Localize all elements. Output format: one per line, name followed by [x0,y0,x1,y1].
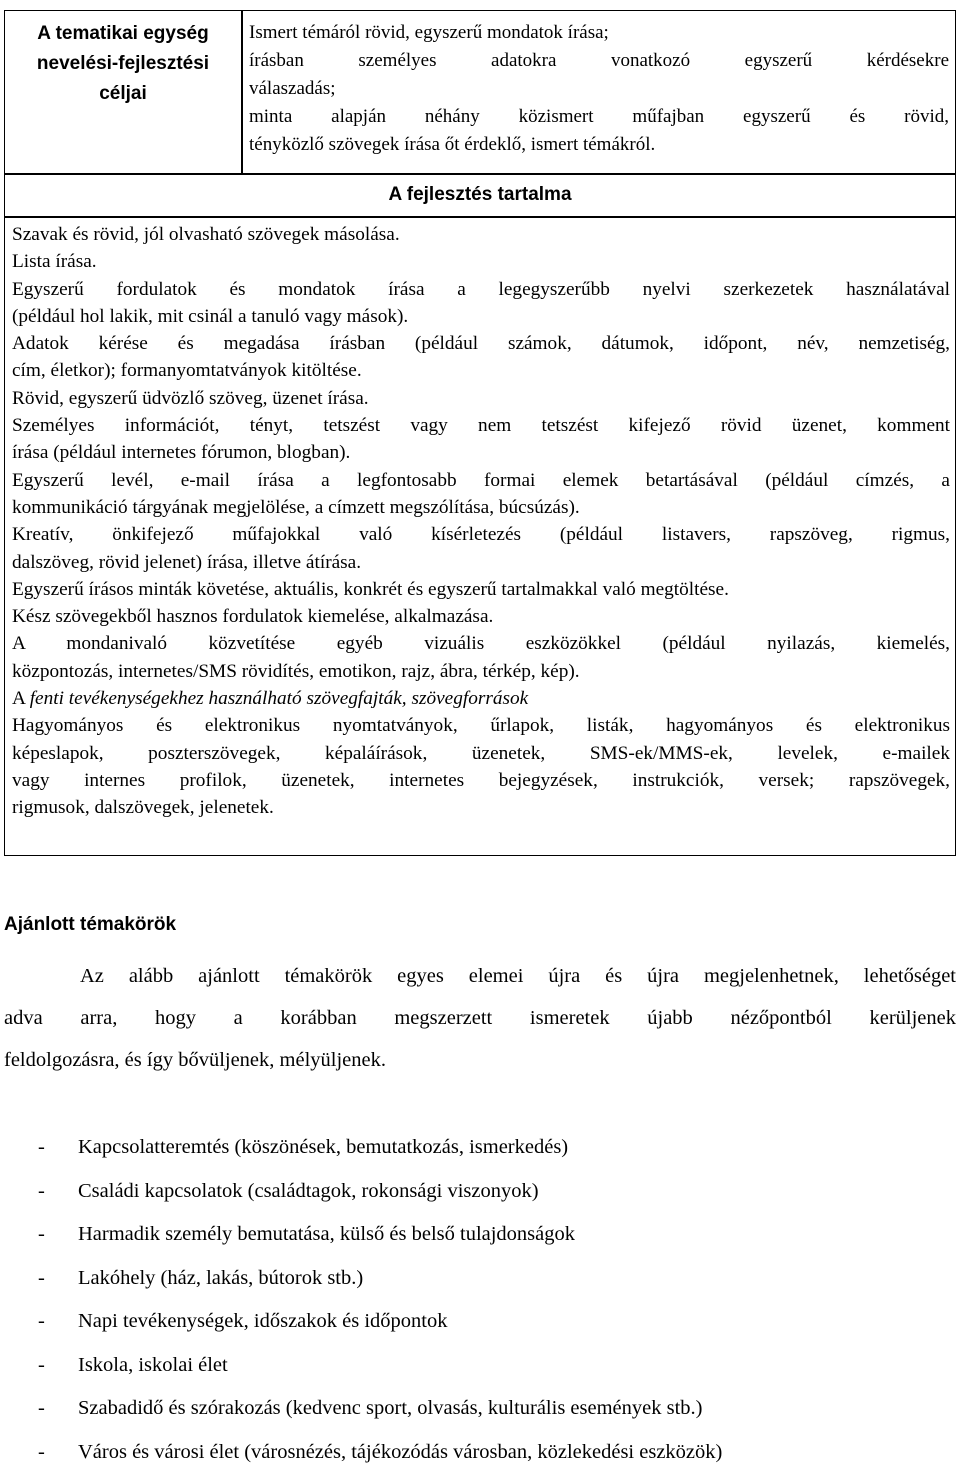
intro-line: feldolgozásra, és így bővüljenek, mélyüljenek. [4,1039,956,1081]
content-line: Szavak és rövid, jól olvasható szövegek másolása. [12,221,950,248]
topic-text: Harmadik személy bemutatása, külső és belső tulajdonságok [78,1223,575,1245]
curriculum-table [4,10,956,856]
sources-line: vagy internes profilok, üzenetek, internetes bejegyzések, instrukciók, versek; rapszövegek, [12,767,950,794]
goals-label-line: céljai [5,79,241,109]
topic-item [38,1131,938,1175]
intro-line: Az alább ajánlott témakörök egyes elemei újra és újra megjelenhetnek, lehetőséget [4,955,956,997]
content-line: írása (például internetes fórumon, blogban). [12,439,950,466]
topic-item [38,1436,938,1479]
sources-line: képeslapok, poszterszövegek, képaláírások, üzenetek, SMS-ek/MMS-ek, levelek, e-mailek [12,740,950,767]
sources-title-text: fenti tevékenységekhez használható szövegfajták, szövegforrások [30,688,529,709]
topic-text: Családi kapcsolatok (családtagok, rokonsági viszonyok) [78,1180,539,1202]
topic-text: Napi tevékenységek, időszakok és időpontok [78,1310,447,1332]
sources-title [12,685,950,712]
content-line: (például hol lakik, mit csinál a tanuló vagy mások). [12,303,950,330]
goals-label-cell [5,19,241,109]
goals-label-line: nevelési-fejlesztési [5,49,241,79]
topic-item [38,1349,938,1393]
topic-text: Szabadidő és szórakozás (kedvenc sport, olvasás, kulturális események stb.) [78,1397,703,1419]
goals-text-line: írásban személyes adatokra vonatkozó egyszerű kérdésekre [249,47,949,75]
goals-label-line: A tematikai egység [5,19,241,49]
goals-text-line: tényközlő szövegek írása őt érdeklő, ismert témákról. [249,131,949,159]
topic-dash: - [38,1262,45,1294]
content-line: központozás, internetes/SMS rövidítés, emotikon, rajz, ábra, térkép, kép). [12,658,950,685]
intro-line: adva arra, hogy a korábban megszerzett ismeretek újabb nézőpontból kerüljenek [4,997,956,1039]
topic-item [38,1175,938,1219]
goals-text-line: minta alapján néhány közismert műfajban egyszerű és rövid, [249,103,949,131]
content-line: cím, életkor); formanyomtatványok kitöltése. [12,357,950,384]
sources-line: Hagyományos és elektronikus nyomtatványok, űrlapok, listák, hagyományos és elektronikus [12,712,950,739]
content-line: Kész szövegekből hasznos fordulatok kiemelése, alkalmazása. [12,603,950,630]
topic-dash: - [38,1436,45,1468]
content-line: Adatok kérése és megadása írásban (például számok, dátumok, időpont, név, nemzetiség, [12,330,950,357]
content-line: Rövid, egyszerű üdvözlő szöveg, üzenet írása. [12,385,950,412]
goals-text-line: válaszadás; [249,75,949,103]
sources-line: rigmusok, dalszövegek, jelenetek. [12,794,950,821]
table-divider-vertical [241,11,243,173]
topic-text: Iskola, iskolai élet [78,1354,228,1376]
content-line: dalszöveg, rövid jelenet) írása, illetve átírása. [12,549,950,576]
content-line: A mondanivaló közvetítése egyéb vizuális eszközökkel (például nyilazás, kiemelés, [12,630,950,657]
development-content [12,221,950,822]
topic-item [38,1392,938,1436]
topic-dash: - [38,1218,45,1250]
topic-text: Kapcsolatteremtés (köszönések, bemutatkozás, ismerkedés) [78,1136,568,1158]
goals-text-line: Ismert témáról rövid, egyszerű mondatok írása; [249,19,949,47]
topic-text: Város és városi élet (városnézés, tájékozódás városban, közlekedési eszközök) [78,1441,722,1463]
topic-dash: - [38,1131,45,1163]
topic-list [38,1131,938,1479]
content-line: Egyszerű írásos minták követése, aktuális, konkrét és egyszerű tartalmakkal való megtöltése. [12,576,950,603]
recommended-intro [4,955,956,1081]
sources-prefix: A [12,688,30,709]
recommended-heading: Ajánlott témakörök [4,914,176,936]
table-divider-horizontal [5,173,955,175]
topic-item [38,1218,938,1262]
topic-dash: - [38,1349,45,1381]
topic-dash: - [38,1305,45,1337]
topic-dash: - [38,1175,45,1207]
table-divider-horizontal [5,216,955,218]
content-line: kommunikáció tárgyának megjelölése, a címzett megszólítása, búcsúzás). [12,494,950,521]
goals-text-cell [249,19,949,159]
content-line: Lista írása. [12,248,950,275]
development-title: A fejlesztés tartalma [5,177,955,213]
content-line: Egyszerű fordulatok és mondatok írása a legegyszerűbb nyelvi szerkezetek használatával [12,276,950,303]
content-line: Kreatív, önkifejező műfajokkal való kísérletezés (például listavers, rapszöveg, rigmus, [12,521,950,548]
content-line: Egyszerű levél, e-mail írása a legfontosabb formai elemek betartásával (például címzés, a [12,467,950,494]
topic-item [38,1262,938,1306]
topic-text: Lakóhely (ház, lakás, bútorok stb.) [78,1267,363,1289]
topic-item [38,1305,938,1349]
content-line: Személyes információt, tényt, tetszést vagy nem tetszést kifejező rövid üzenet, komment [12,412,950,439]
topic-dash: - [38,1392,45,1424]
